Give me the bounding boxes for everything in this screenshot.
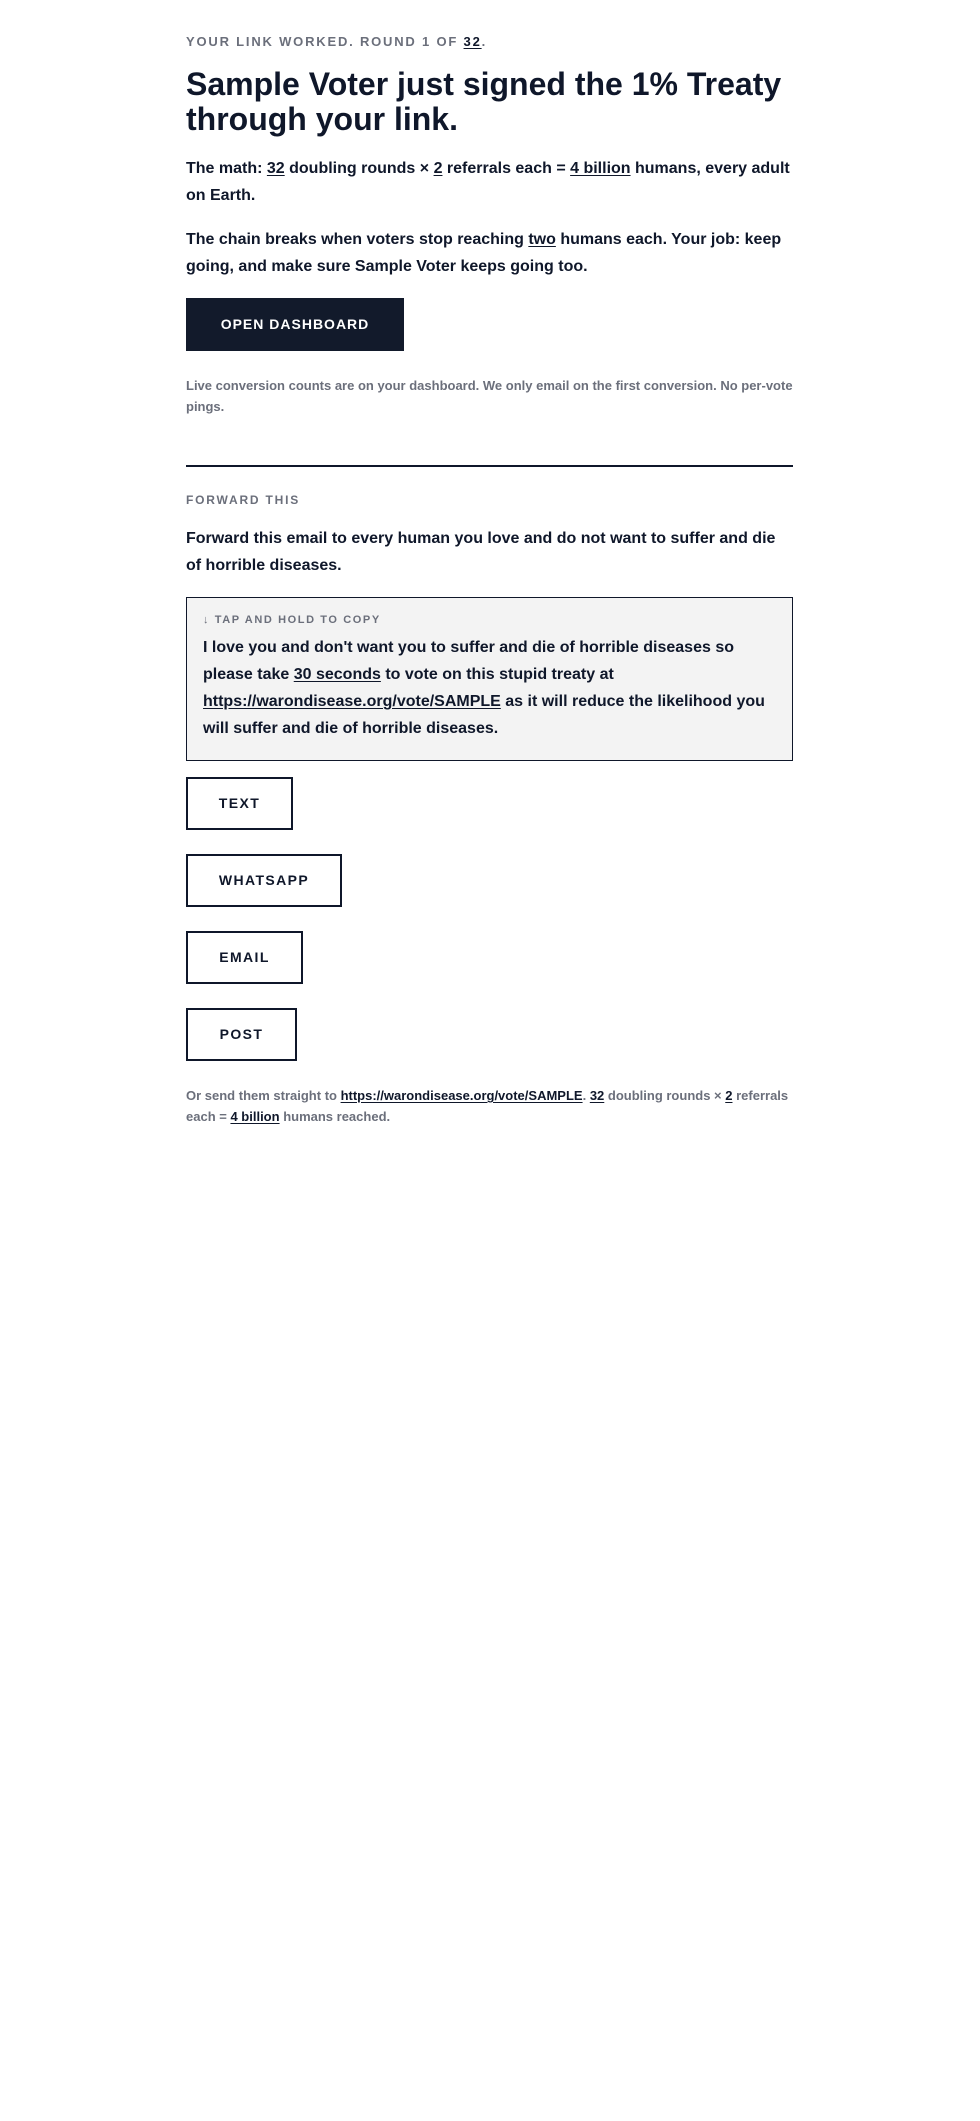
footer-mid2: referrals each = — [186, 1088, 789, 1124]
chain-count-link[interactable]: two — [528, 231, 556, 248]
eyebrow-suffix: . — [481, 34, 488, 49]
chain-prefix: The chain breaks when voters stop reaching — [186, 231, 529, 248]
copy-message-text[interactable] — [203, 634, 776, 742]
footer-referrals-link[interactable]: 2 — [725, 1088, 733, 1103]
total-rounds-link[interactable]: 32 — [463, 34, 482, 49]
math-paragraph — [186, 155, 793, 209]
footer-prefix: Or send them straight to — [186, 1088, 341, 1103]
math-mid1: doubling rounds × — [284, 160, 434, 177]
math-prefix: The math: — [186, 160, 267, 177]
headline: Sample Voter just signed the 1% Treaty through your link. — [186, 66, 782, 137]
footer-sep: . — [582, 1088, 590, 1103]
copy-message-box[interactable] — [186, 597, 793, 761]
math-rounds-link[interactable]: 32 — [266, 160, 285, 177]
eyebrow-text: YOUR LINK WORKED. ROUND 1 OF — [186, 34, 464, 49]
math-referrals-link[interactable]: 2 — [433, 160, 443, 177]
message-time-link[interactable]: 30 seconds — [293, 666, 381, 683]
section-divider — [186, 465, 793, 467]
message-part1: I love you and don't want you to suffer and die of horrible diseases so please take — [203, 639, 734, 683]
email-body — [186, 0, 793, 1127]
math-total-link[interactable]: 4 billion — [570, 160, 631, 177]
math-mid2: referrals each = — [442, 160, 571, 177]
footer-note — [186, 1085, 793, 1127]
forward-section-label: FORWARD THIS — [186, 493, 301, 507]
copy-hint: ↓ TAP AND HOLD TO COPY — [203, 614, 381, 626]
round-eyebrow — [186, 34, 793, 49]
footer-rounds-link[interactable]: 32 — [589, 1088, 605, 1103]
footer-vote-link[interactable]: https://warondisease.org/vote/SAMPLE — [340, 1088, 583, 1103]
forward-intro: Forward this email to every human you love and do not want to suffer and die of horrible diseases. — [186, 530, 776, 574]
footer-mid1: doubling rounds × — [604, 1088, 726, 1103]
vote-link[interactable]: https://warondisease.org/vote/SAMPLE — [203, 693, 501, 710]
message-part2: to vote on this stupid treaty at — [380, 666, 614, 683]
open-dashboard-button[interactable]: OPEN DASHBOARD — [186, 298, 404, 351]
footer-total-link[interactable]: 4 billion — [230, 1109, 280, 1124]
math-suffix: humans, every adult on Earth. — [186, 160, 790, 204]
message-part3: as it will reduce the likelihood you will suffer and die of horrible diseases. — [203, 693, 765, 737]
share-text-button[interactable]: TEXT — [186, 777, 293, 830]
dashboard-note: Live conversion counts are on your dashboard. We only email on the first conversion. No per-vote pings. — [186, 378, 793, 414]
footer-suffix: humans reached. — [279, 1109, 391, 1124]
share-post-button[interactable]: POST — [186, 1008, 297, 1061]
share-email-button[interactable]: EMAIL — [186, 931, 303, 984]
chain-paragraph — [186, 226, 793, 280]
chain-suffix: humans each. Your job: keep going, and make sure Sample Voter keeps going too. — [186, 231, 782, 275]
share-whatsapp-button[interactable]: WHATSAPP — [186, 854, 342, 907]
